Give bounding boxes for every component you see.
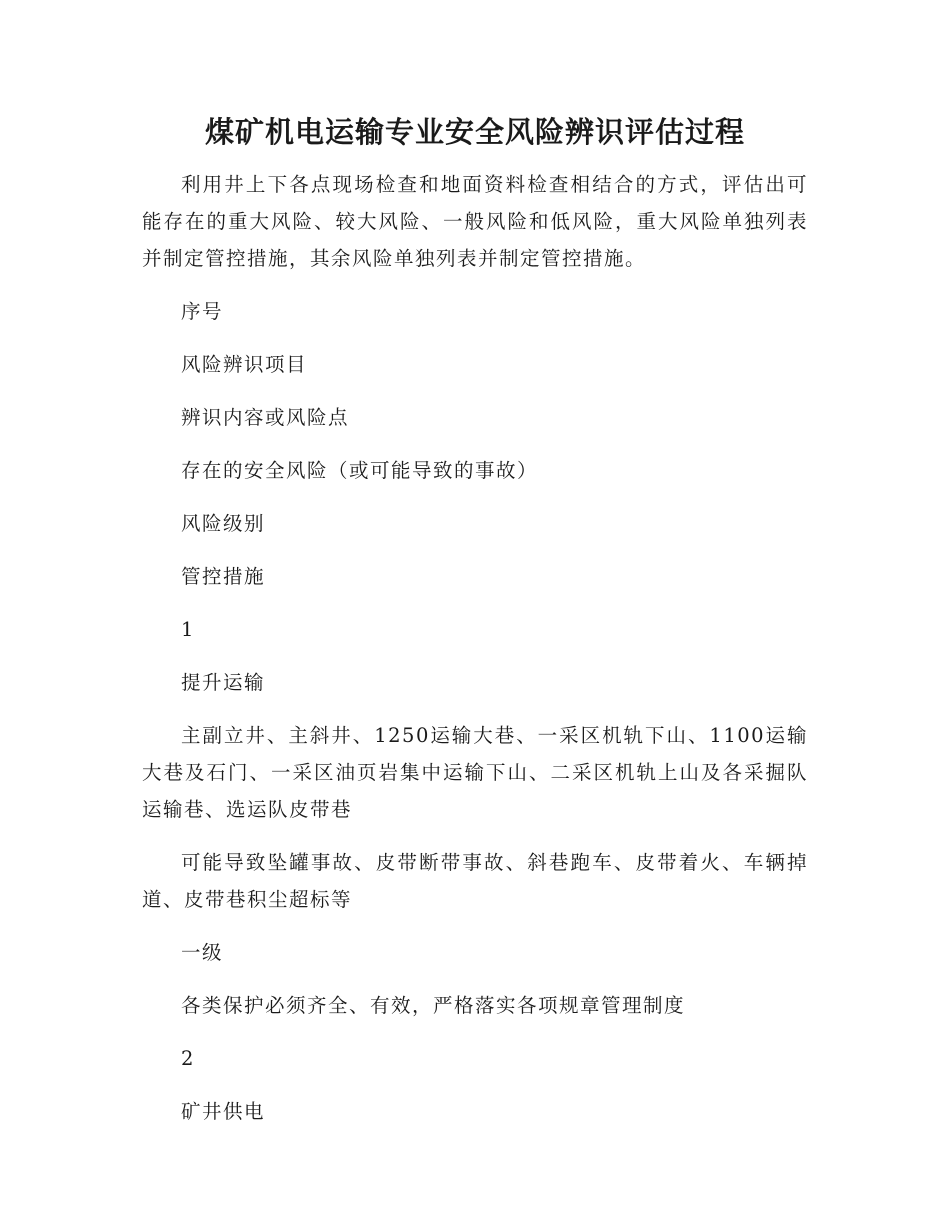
document-title: 煤矿机电运输专业安全风险辨识评估过程 xyxy=(204,115,745,149)
table-header-risk: 存在的安全风险（或可能导致的事故） xyxy=(181,459,539,482)
row-1-level: 一级 xyxy=(181,941,224,964)
table-header-index: 序号 xyxy=(181,300,224,323)
row-1-measures: 各类保护必须齐全、有效，严格落实各项规章管理制度 xyxy=(181,994,686,1017)
row-2-item: 矿井供电 xyxy=(181,1100,266,1123)
document-body xyxy=(142,166,808,1130)
table-header-level: 风险级别 xyxy=(181,512,266,535)
row-1-index: 1 xyxy=(181,618,195,641)
table-header-measures: 管控措施 xyxy=(181,565,266,588)
table-header-content: 辨识内容或风险点 xyxy=(181,406,350,429)
row-2-index: 2 xyxy=(181,1047,195,1070)
row-1-content: 主副立井、主斜井、1250运输大巷、一采区机轨下山、1100运输大巷及石门、一采区油页岩集中运输下山、二采区机轨上山及各采掘队运输巷、选运队皮带巷 xyxy=(142,724,808,821)
table-header-item: 风险辨识项目 xyxy=(181,353,308,376)
intro-paragraph: 利用井上下各点现场检查和地面资料检查相结合的方式，评估出可能存在的重大风险、较大风险、一般风险和低风险，重大风险单独列表并制定管控措施，其余风险单独列表并制定管控措施。 xyxy=(142,173,808,270)
row-1-risk: 可能导致坠罐事故、皮带断带事故、斜巷跑车、皮带着火、车辆掉道、皮带巷积尘超标等 xyxy=(142,851,808,911)
row-1-item: 提升运输 xyxy=(181,671,266,694)
